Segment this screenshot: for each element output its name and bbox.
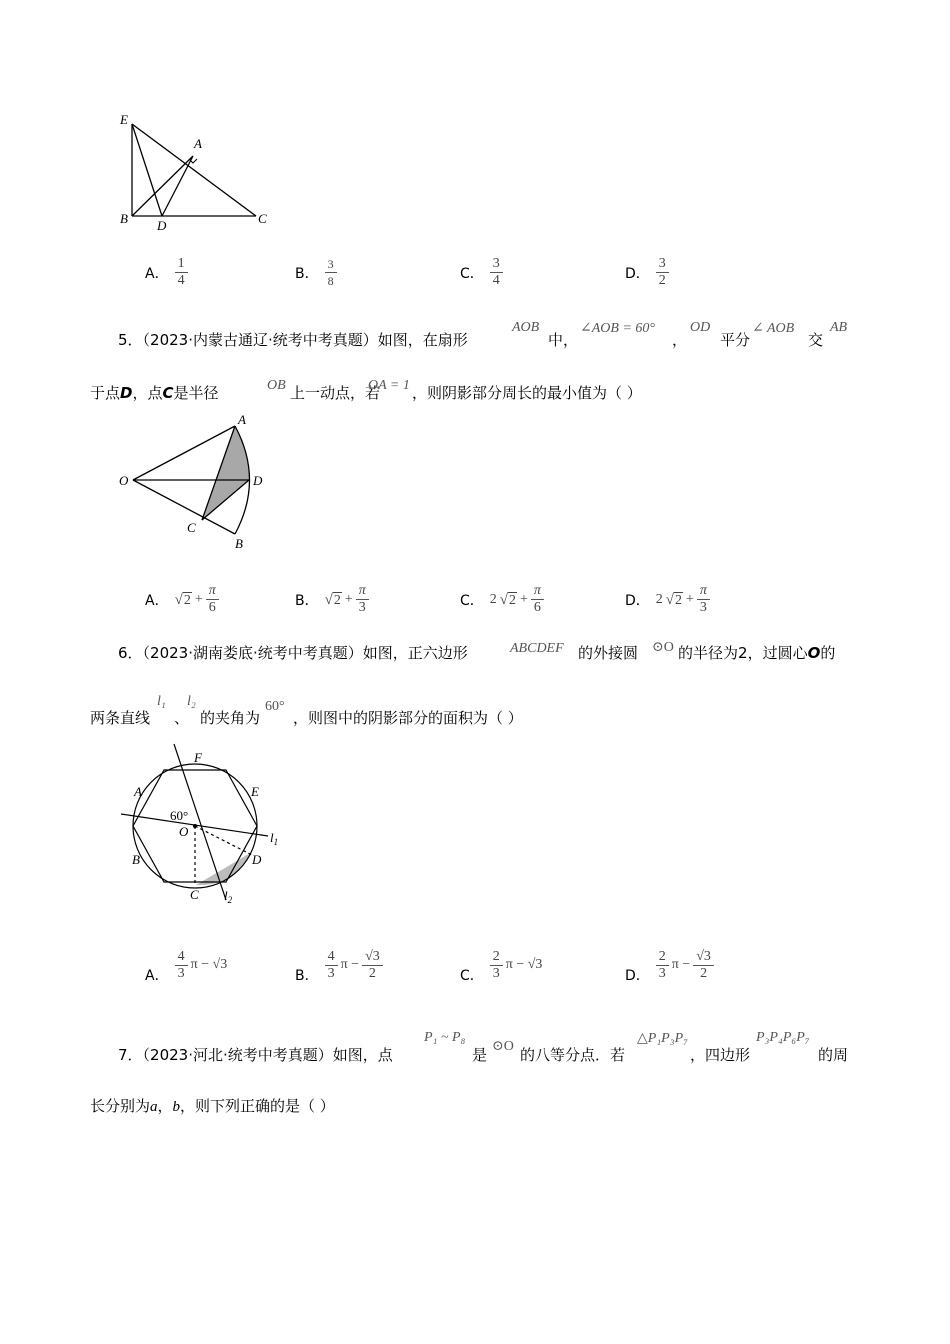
q4-option-d[interactable] (625, 256, 669, 289)
q6-label-d: D (252, 852, 262, 867)
q4-label-e: E (120, 112, 128, 127)
q5-option-b[interactable] (295, 583, 369, 616)
q5-label-b: B (235, 536, 243, 551)
q6-math-l1: l₁ (157, 694, 166, 709)
q6-label-l1: $l_1$ (270, 830, 279, 847)
q4-option-a[interactable] (145, 256, 188, 289)
q6-option-d-expression: $\frac{2}{3}$ π − $\frac{√3}{2}$ (656, 949, 714, 982)
q6-line-2: 两条直线 (90, 709, 151, 727)
q7-text-3: 的八等分点．若 (520, 1046, 626, 1064)
q5-math-od: OD (690, 320, 711, 335)
q6-line-2-b: 的夹角为 (200, 709, 261, 727)
q6-label-b: B (132, 852, 140, 867)
q6-option-b[interactable] (295, 945, 383, 985)
q7-source: （2023·河北·统考中考真题） (142, 1046, 333, 1064)
q6-text-2: 的外接圆 (578, 644, 639, 662)
q5-math-ob: OB (267, 378, 286, 393)
q5-text-4: 平分 (720, 331, 751, 349)
q4-figure (110, 110, 280, 235)
q4-option-a-letter: A． (145, 265, 169, 282)
q5-math-aob: AOB (512, 320, 540, 335)
q5-label-a: A (238, 412, 246, 427)
q5-text-2: 中， (548, 331, 579, 349)
q4-label-c: C (258, 211, 267, 226)
q5-line-2-b: 上一动点，若 (290, 384, 381, 402)
q5-number: 5． (118, 331, 143, 349)
q6-option-a-letter: A． (145, 968, 169, 984)
q4-option-a-fraction: $\frac{1}{4}$ (175, 256, 188, 289)
q5-text-3: ， (672, 331, 688, 349)
q7-text-4: ，四边形 (690, 1046, 751, 1064)
q5-label-d: D (253, 473, 263, 488)
q6-option-d[interactable] (625, 945, 714, 985)
q4-option-d-fraction: $\frac{3}{2}$ (656, 256, 669, 289)
q4-option-c-letter: C． (460, 265, 484, 282)
q5-option-c-letter: C． (460, 592, 484, 609)
q7-math-triangle: △P₁P₃P₇ (637, 1031, 689, 1046)
q6-math-hexagon: ABCDEF (510, 641, 564, 656)
q6-line-2-sep: 、 (174, 709, 190, 727)
q6-label-c: C (190, 887, 199, 902)
q6-label-l2: $l_2$ (224, 888, 233, 905)
q5-math-angle: ∠AOB = 60° (580, 321, 655, 336)
q5-line-2-c: ，则阴影部分周长的最小值为（ ） (412, 384, 642, 402)
q7-number: 7． (118, 1046, 143, 1064)
q5-option-a-letter: A． (145, 592, 169, 609)
q5-math-arc-ab: AB (830, 320, 848, 335)
q6-label-f: F (194, 750, 202, 765)
q5-option-d-expression: 2 √ 2 + $\frac{\pi}{3}$ (656, 583, 710, 616)
q4-label-b: B (120, 211, 128, 226)
q5-option-d[interactable] (625, 583, 710, 616)
q5-line-2: 于点D，点C是半径 (90, 384, 219, 402)
q6-option-d-letter: D． (625, 968, 650, 984)
q4-option-b-letter: B． (295, 265, 319, 282)
q6-label-o: O (179, 824, 189, 839)
q5-option-a-expression: √ 2 + $\frac{\pi}{6}$ (175, 583, 219, 616)
q5-text-5: 交 (808, 331, 824, 349)
q6-figure (118, 740, 288, 910)
q6-source: （2023·湖南娄底·统考中考真题） (142, 644, 363, 662)
q4-option-b[interactable] (295, 256, 337, 289)
q6-label-a: A (134, 784, 142, 799)
q5-option-b-letter: B． (295, 592, 319, 609)
q4-label-d: D (157, 218, 167, 233)
q7-line-2: 长分别为a，b，则下列正确的是（ ） (90, 1097, 335, 1115)
q7-line-1: 7．（2023·河北·统考中考真题）如图，点 (118, 1046, 393, 1064)
q4-label-a: A (194, 136, 202, 151)
q5-option-d-letter: D． (625, 592, 650, 609)
q4-option-b-fraction: $\frac{3}{8}$ (325, 256, 337, 289)
q6-math-60: 60° (265, 699, 285, 714)
q5-option-a[interactable] (145, 583, 219, 616)
q7-math-circle: ⊙O (492, 1039, 514, 1054)
q6-option-c-letter: C． (460, 968, 484, 984)
q5-source: （2023·内蒙古通辽·统考中考真题） (142, 331, 378, 349)
q6-label-angle: 60° (170, 808, 189, 823)
q5-option-c-expression: 2 √ 2 + $\frac{\pi}{6}$ (490, 583, 544, 616)
q6-number: 6． (118, 644, 143, 662)
q5-option-c[interactable] (460, 583, 544, 616)
q5-text: 如图，在扇形 (377, 331, 468, 349)
q7-text-2: 是 (472, 1046, 488, 1064)
q4-option-c[interactable] (460, 256, 503, 289)
q7-text-5: 的周 (818, 1046, 849, 1064)
q6-option-c-expression: $\frac{2}{3}$ π − √3 (490, 949, 543, 982)
q5-math-angle-aob: ∠ AOB (752, 321, 795, 336)
q6-line-1: 6．（2023·湖南娄底·统考中考真题）如图，正六边形 (118, 644, 468, 662)
q6-label-e: E (251, 784, 259, 799)
q6-math-l2: l₂ (187, 694, 196, 709)
q6-option-c[interactable] (460, 945, 542, 985)
q5-label-o: O (119, 473, 129, 488)
q4-option-d-letter: D． (625, 265, 650, 282)
q4-option-c-fraction: $\frac{3}{4}$ (490, 256, 503, 289)
q7-math-points: P₁ ~ P₈ (424, 1030, 466, 1045)
q7-math-quad: P₃P₄P₆P₇ (756, 1030, 810, 1045)
q5-line-1 (118, 330, 468, 350)
q6-text-3: 的半径为2，过圆心O的 (678, 644, 836, 662)
q6-option-b-letter: B． (295, 968, 319, 984)
q6-line-2-c: ，则图中的阴影部分的面积为（ ） (293, 709, 523, 727)
q5-option-b-expression: √ 2 + $\frac{\pi}{3}$ (325, 583, 369, 616)
q5-figure (110, 410, 280, 555)
q6-option-b-expression: $\frac{4}{3}$ π − $\frac{√3}{2}$ (325, 949, 383, 982)
q6-option-a-expression: $\frac{4}{3}$ π − √3 (175, 949, 228, 982)
q5-math-oa: OA = 1 (368, 378, 410, 393)
q6-option-a[interactable] (145, 945, 227, 985)
q5-label-c: C (187, 520, 196, 535)
q6-math-circle: ⊙O (652, 640, 674, 655)
